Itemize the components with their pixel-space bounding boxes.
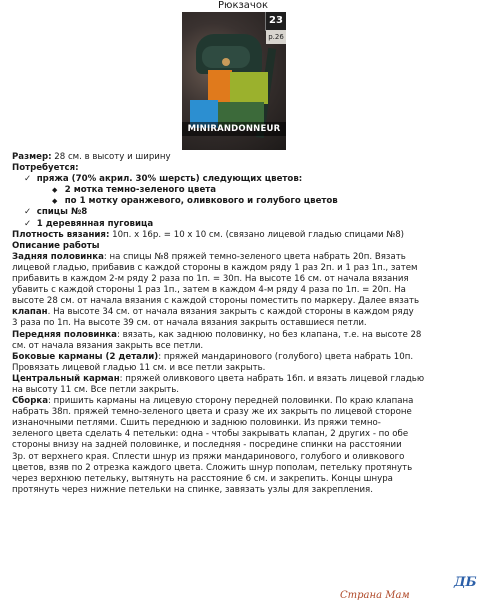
front-line-2: см. от начала вязания закрыть все петли. [12,340,204,351]
assembly-line-8: через верхнюю петельку, вытянуть на расстояние 6 см. и закрепить. Концы шнура [12,473,393,484]
size-line [12,152,472,163]
back-line-4: убавить с каждой стороны 1 раз 1п., затем в каждом 4-м ряду 4 раза по 1п. = 20п. На [12,285,406,296]
size-label: Размер: [12,152,52,162]
work-heading: Описание работы [12,240,100,251]
diamond-bullet-icon: ◆ [52,197,58,206]
assembly-line-2: набрать 38п. пряжей темно-зеленого цвета и сразу же их закрыть по лицевой стороне [12,407,412,418]
side-pockets-line-1: Боковые карманы (2 детали): пряжей мандаринового (голубого) цвета набрать 10п. [12,351,414,362]
pocket-olive [230,72,268,104]
front-label: Передняя половинка [12,329,117,340]
pattern-text [12,152,472,496]
site-watermark: Страна Мам [340,590,410,601]
flap-label: клапан [12,307,48,318]
pocket-orange [208,70,232,104]
material-needles: ✓ спицы №8 [24,207,88,218]
assembly-line-6: 3р. от верхнего края. Сплести шнур из пряжи мандаринового, голубого и оливкового [12,451,405,462]
pattern-number-badge: 23 [265,12,286,31]
gauge-line [12,230,472,241]
assembly-line-7: цветов, взяв по 2 отрезка каждого цвета. Сложить шнур пополам, петельку протянуть [12,462,413,473]
assembly-line-5: стороны внизу на задней половинке, и последняя - посредине спинки на расстоянии [12,440,402,451]
gauge-label: Плотность вязания: [12,229,110,240]
page-reference: p.26 [266,30,286,44]
back-line-2: лицевой гладью, прибавив с каждой стороны в каждом ряду 1 раз 2п. и 1 раз 1п., затем [12,262,418,273]
assembly-line-9: протянуть через нижние петельки на спинке, завязать узлы для закрепления. [12,484,373,495]
diamond-bullet-icon: ◆ [52,186,58,195]
material-button: ✓ 1 деревянная пуговица [24,218,154,229]
material-yarn-dark-green: ◆ 2 мотка темно-зеленого цвета [52,185,217,196]
flap-line-2: 3 раза по 1п. На высоте 39 см. от начала вязания закрыть оставшиеся петли. [12,318,367,329]
back-line-1: Задняя половинка: на спицы №8 пряжей темно-зеленого цвета набрать 20п. Вязать [12,251,406,262]
checkmark-icon: ✓ [24,174,32,185]
wooden-button [222,58,230,66]
center-pocket-line-2: на высоту 11 см. Все петли закрыть. [12,384,180,395]
checkmark-icon: ✓ [24,207,32,218]
author-signature: ДБ [454,575,477,590]
assembly-line-1: Сборка: пришить карманы на лицевую сторону передней половинки. По краю клапана [12,396,414,407]
page-title: Рюкзачок [218,0,268,11]
size-value: 28 см. в высоту и ширину [51,152,171,162]
back-label: Задняя половинка [12,251,104,262]
assembly-line-3: изнаночными петлями. Сшить переднюю и заднюю половинки. Из пряжи темно- [12,418,381,429]
material-yarn-other: ◆ по 1 мотку оранжевого, оливкового и голубого цветов [52,196,338,207]
checkmark-icon: ✓ [24,218,32,229]
side-pockets-line-2: Провязать лицевой гладью 11 см. и все петли закрыть. [12,362,266,373]
assembly-label: Сборка [12,396,48,407]
flap-line-1: клапан. На высоте 34 см. от начала вязания закрыть с каждой стороны в каждом ряду [12,307,414,318]
backpack-photo [182,12,286,150]
center-pocket-label: Центральный карман [12,373,120,384]
material-yarn: ✓ пряжа (70% акрил. 30% шерсть) следующих цветов: [24,174,303,185]
materials-heading: Потребуется: [12,163,79,174]
front-line-1: Передняя половинка: вязать, как заднюю половинку, но без клапана, т.е. на высоте 28 [12,329,422,340]
gauge-value: 10п. х 16р. = 10 х 10 см. (связано лицевой гладью спицами №8) [109,229,405,240]
photo-caption: MINIRANDONNEUR [182,122,286,136]
back-line-3: прибавить в каждом 2-м ряду 2 раза по 1п. = 30п. На высоте 16 см. от начала вязания [12,274,409,285]
center-pocket-line-1: Центральный карман: пряжей оливкового цвета набрать 16п. и вязать лицевой гладью [12,373,425,384]
back-line-5: высоте 28 см. от начала вязания с каждой стороны поместить по маркеру. Далее вязать [12,296,420,307]
side-pockets-label: Боковые карманы (2 детали) [12,351,159,362]
assembly-line-4: зеленого цвета сделать 4 петельки: одна - чтобы закрывать клапан, 2 других - по обе [12,429,409,440]
